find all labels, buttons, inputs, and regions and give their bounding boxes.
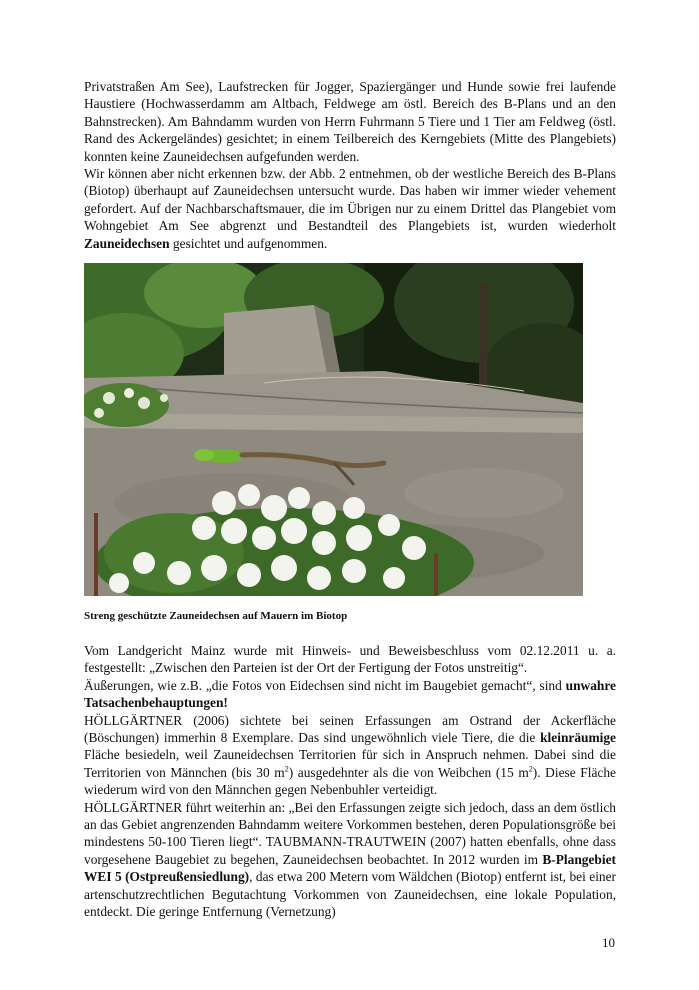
paragraph-hoellgaertner-quote <box>84 799 616 921</box>
paragraph-2-text: Wir können aber nicht erkennen bzw. der Abb. 2 entnehmen, ob der westliche Bereich des B-Plans (Biotop) überhaupt auf Zauneidechsen untersucht wurde. Das haben wir immer wieder vehement gefordert. Auf der Nachbarschaftsmauer, die im Übrigen nur zu einem Drittel das Plangebiet vom Wohngebiet Am See abgrenzt und Bestandteil des Plangebiets ist, wurden wiederholt <box>84 166 616 234</box>
bold-bplan-wei5: B-Plangebiet WEI 5 (Ostpreußensiedlung) <box>84 851 616 885</box>
bold-kleinraeumige: kleinräumige <box>540 730 616 746</box>
superscript-2: 2 <box>284 764 289 774</box>
statements-text: Äußerungen, wie z.B. „die Fotos von Eidechsen sind nicht im Baugebiet gemacht“, sind <box>84 677 566 693</box>
territory-text-2: ) ausgedehnter als die von Weibchen (15 m <box>288 764 529 780</box>
lizard-wall-photo <box>84 263 583 596</box>
territory-text-3: ). Diese Fläche wiederum wird von den Männchen gegen Nebenbuhler verteidigt. <box>84 764 616 798</box>
territory-text: Fläche besiedeln, weil Zauneidechsen Territorien für sich in Anspruch nehmen. Dabei sind die Territorien von Männchen (bis 30 m <box>84 747 616 780</box>
paragraph-hoellgaertner-2006 <box>84 712 616 799</box>
quote-text-end: , das etwa 200 Metern vom Wäldchen (Biotop) entfernt ist, bei einer artenschutzrechtlichen Begutachtung Vorkommen von Zauneidechsen, eine lokale Population, entdeckt. Die geringe Entfernung (Vernetzung) <box>84 869 617 920</box>
photo-caption: Streng geschützte Zauneidechsen auf Mauern im Biotop <box>84 610 348 622</box>
paragraph-2 <box>84 165 616 252</box>
quote-text: HÖLLGÄRTNER führt weiterhin an: „Bei den Erfassungen zeigte sich jedoch, dass an dem östlich an das Gebiet angrenzenden Bahndamm weitere Vorkommen bestehen, deren Populationsgröße bei mindestens 50-100 Tieren liegt“. TAUBMANN-TRAUTWEIN (2007) hatten ebenfalls, ohne dass vorgesehene Baugebiet zu begehen, Zauneidechsen beobachtet. In 2012 wurden im <box>84 799 616 867</box>
hoellgaertner-text: HÖLLGÄRTNER (2006) sichtete bei seinen Erfassungen am Ostrand der Ackerfläche (Böschungen) immerhin 8 Exemplare. Das sind ungewöhnlich viele Tiere, die die <box>84 712 616 746</box>
bold-zauneidechsen: Zauneidechsen <box>84 235 170 251</box>
bold-false-claims: unwahre Tatsachenbehauptungen! <box>84 677 616 711</box>
paragraph-statements <box>84 677 616 712</box>
intro-text <box>84 78 616 252</box>
page-number: 10 <box>602 935 615 950</box>
paragraph-court: Vom Landgericht Mainz wurde mit Hinweis- und Beweisbeschluss vom 02.12.2011 u. a. festgestellt: „Zwischen den Parteien ist der Ort der Fertigung der Fotos unstreitig“. <box>84 643 616 676</box>
superscript-2b: 2 <box>528 764 533 774</box>
paragraph-1: Privatstraßen Am See), Laufstrecken für Jogger, Spaziergänger und Hunde sowie frei laufende Haustiere (Hochwasserdamm am Altbach, Feldwege am östl. Bereich des B-Plans und an den Bahnstrecken). Am Bahndamm wurden von Herrn Fuhrmann 5 Tiere und 1 Tier am Feldweg (östl. Rand des Ackergeländes) gesichtet; in einem Teilbereich des Kerngebiets (Mitte des Plangebiets) konnten keine Zauneidechsen aufgefunden werden. <box>84 79 616 164</box>
main-text <box>84 642 616 921</box>
paragraph-2-end: gesichtet und aufgenommen. <box>169 235 328 251</box>
